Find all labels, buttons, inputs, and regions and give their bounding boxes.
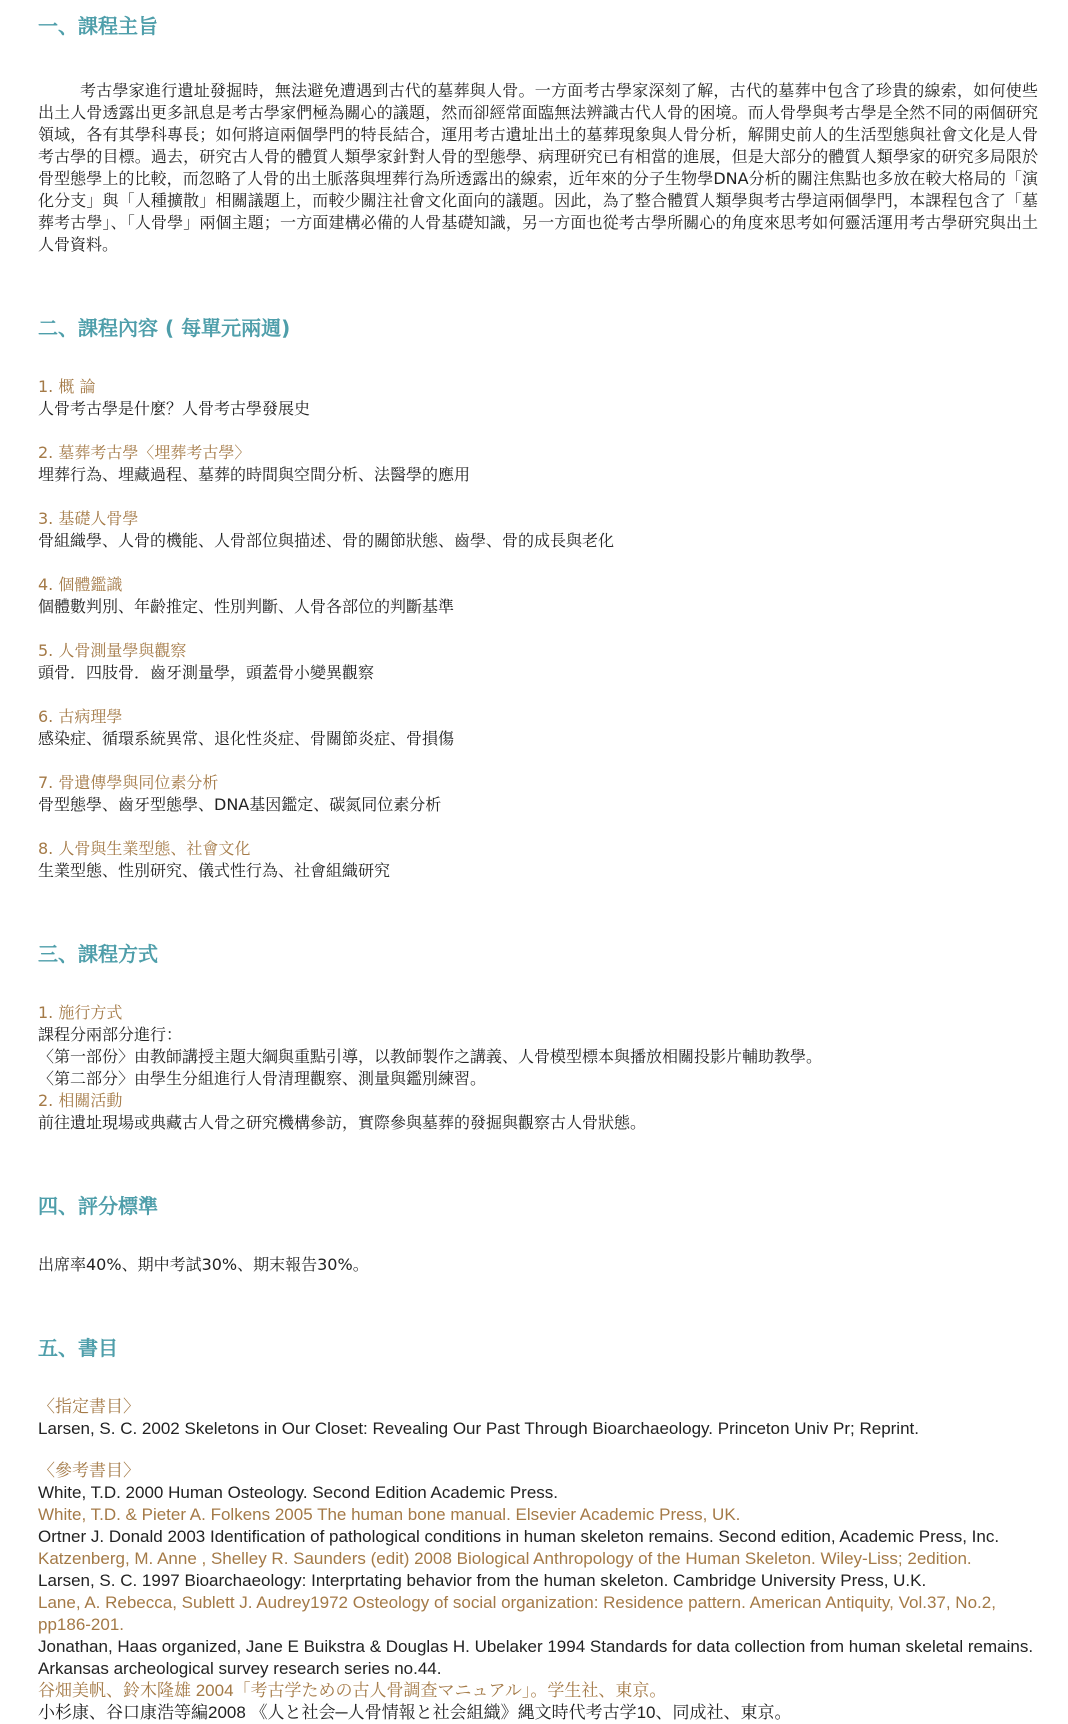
section-title: 二、課程內容 ( 每單元兩週) [38, 316, 291, 340]
unit-body: 個體數判別、年齡推定、性別判斷、人骨各部位的判斷基準 [38, 597, 455, 616]
reference-entry: Lane, A. Rebecca, Sublett J. Audrey1972 Osteology of social organization: Residence pattern. American Antiquity, Vol.37, No.2, pp186-201. [38, 1593, 996, 1634]
unit-body: 骨組織學、人骨的機能、人骨部位與描述、骨的關節狀態、齒學、骨的成長與老化 [38, 531, 615, 550]
unit-body: 頭骨．四肢骨．齒牙測量學，頭蓋骨小變異觀察 [38, 663, 375, 682]
unit-item [38, 574, 1038, 618]
unit-heading: 1. 概 論 [38, 377, 96, 396]
unit-item [38, 442, 1038, 486]
reference-heading: 〈參考書目〉 [38, 1461, 140, 1480]
section-title: 三、課程方式 [38, 942, 158, 966]
unit-body: 生業型態、性別研究、儀式性行為、社會組織研究 [38, 861, 391, 880]
purpose-paragraph: 考古學家進行遺址發掘時，無法避免遭遇到古代的墓葬與人骨。一方面考古學家深刻了解，古代的墓葬中包含了珍貴的線索，如何使些出土人骨透露出更多訊息是考古學家們極為關心的議題，然而卻經常面臨無法辨識古代人骨的困境。而人骨學與考古學是全然不同的兩個研究領域，各有其學科專長；如何將這兩個學門的特長結合，運用考古遺址出土的墓葬現象與人骨分析，解開史前人的生活型態與社會文化是人骨考古學的目標。過去，研究古人骨的體質人類學家針對人骨的型態學、病理研究已有相當的進展，但是大部分的體質人類學家的研究多局限於骨型態學上的比較，而忽略了人骨的出土脈落與埋葬行為所透露出的線索，近年來的分子生物學DNA分析的關注焦點也多放在較大格局的「演化分支」與「人種擴散」相關議題上，而較少關注社會文化面向的議題。因此，為了整合體質人類學與考古學這兩個學門，本課程包含了「墓葬考古學」、「人骨學」兩個主題；一方面建構必備的人骨基礎知識，另一方面也從考古學所關心的角度來思考如何靈活運用考古學研究與出土人骨資料。 [38, 81, 1038, 254]
grading-text: 出席率40%、期中考試30%、期末報告30%。 [38, 1255, 369, 1274]
unit-heading: 5. 人骨測量學與觀察 [38, 641, 187, 660]
method-heading: 1. 施行方式 [38, 1003, 123, 1022]
required-entry: Larsen, S. C. 2002 Skeletons in Our Closet: Revealing Our Past Through Bioarchaeology. Princeton Univ Pr; Reprint. [38, 1419, 919, 1438]
unit-heading: 7. 骨遺傳學與同位素分析 [38, 773, 219, 792]
section-course-method [38, 940, 1038, 1134]
unit-item [38, 508, 1038, 552]
reference-entry: White, T.D. 2000 Human Osteology. Second Edition Academic Press. [38, 1483, 559, 1502]
unit-item [38, 376, 1038, 420]
unit-item [38, 706, 1038, 750]
section-course-purpose [38, 12, 1038, 256]
reference-entry: 小杉康、谷口康浩等編2008 《人と社会─人骨情報と社会組織》縄文時代考古学10、同成社、東京。 [38, 1703, 792, 1722]
bibliography-list [38, 1396, 1038, 1724]
reference-entry: White, T.D. & Pieter A. Folkens 2005 The human bone manual. Elsevier Academic Press, UK. [38, 1505, 741, 1524]
unit-list [38, 376, 1038, 882]
unit-body: 骨型態學、齒牙型態學、DNA基因鑑定、碳氮同位素分析 [38, 795, 442, 814]
section-course-content [38, 314, 1038, 882]
reference-entry: 谷畑美帆、鈴木隆雄 2004「考古学ための古人骨調查マニュアル」。学生社、東京。 [38, 1681, 667, 1700]
unit-heading: 6. 古病理學 [38, 707, 123, 726]
method-line: 課程分兩部分進行： [38, 1025, 183, 1044]
reference-entry: Ortner J. Donald 2003 Identification of pathological conditions in human skeleton remains. Second edition, Academic Press, Inc. [38, 1527, 1000, 1546]
unit-item [38, 640, 1038, 684]
activity-line: 前往遺址現場或典藏古人骨之研究機構參訪，實際參與墓葬的發掘與觀察古人骨狀態。 [38, 1113, 647, 1132]
reference-entry: Larsen, S. C. 1997 Bioarchaeology: Interprtating behavior from the human skeleton. Cambridge University Press, U.K. [38, 1571, 927, 1590]
section-bibliography [38, 1334, 1038, 1724]
method-block [38, 1002, 1038, 1134]
unit-heading: 8. 人骨與生業型態、社會文化 [38, 839, 251, 858]
unit-heading: 4. 個體鑑識 [38, 575, 123, 594]
unit-body: 感染症、循環系統異常、退化性炎症、骨關節炎症、骨損傷 [38, 729, 455, 748]
activity-heading: 2. 相關活動 [38, 1091, 123, 1110]
section-grading [38, 1192, 1038, 1276]
unit-item [38, 772, 1038, 816]
unit-item [38, 838, 1038, 882]
unit-heading: 3. 基礎人骨學 [38, 509, 139, 528]
section-title: 一、課程主旨 [38, 14, 158, 38]
method-line: 〈第一部份〉由教師講授主題大綱與重點引導，以教師製作之講義、人骨模型標本與播放相關投影片輔助教學。 [38, 1047, 823, 1066]
reference-entry: Jonathan, Haas organized, Jane E Buikstra & Douglas H. Ubelaker 1994 Standards for data collection from human skeletal remains. Arkansas archeological survey research series no.44. [38, 1637, 1034, 1678]
reference-entry: Katzenberg, M. Anne , Shelley R. Saunders (edit) 2008 Biological Anthropology of the Human Skeleton. Wiley-Liss; 2edition. [38, 1549, 972, 1568]
method-line: 〈第二部分〉由學生分組進行人骨清理觀察、測量與鑑別練習。 [38, 1069, 487, 1088]
section-title: 四、評分標準 [38, 1194, 158, 1218]
section-title: 五、書目 [38, 1336, 118, 1360]
required-heading: 〈指定書目〉 [38, 1397, 140, 1416]
unit-body: 埋葬行為、埋藏過程、墓葬的時間與空間分析、法醫學的應用 [38, 465, 471, 484]
unit-heading: 2. 墓葬考古學〈埋葬考古學〉 [38, 443, 251, 462]
unit-body: 人骨考古學是什麼？人骨考古學發展史 [38, 399, 311, 418]
